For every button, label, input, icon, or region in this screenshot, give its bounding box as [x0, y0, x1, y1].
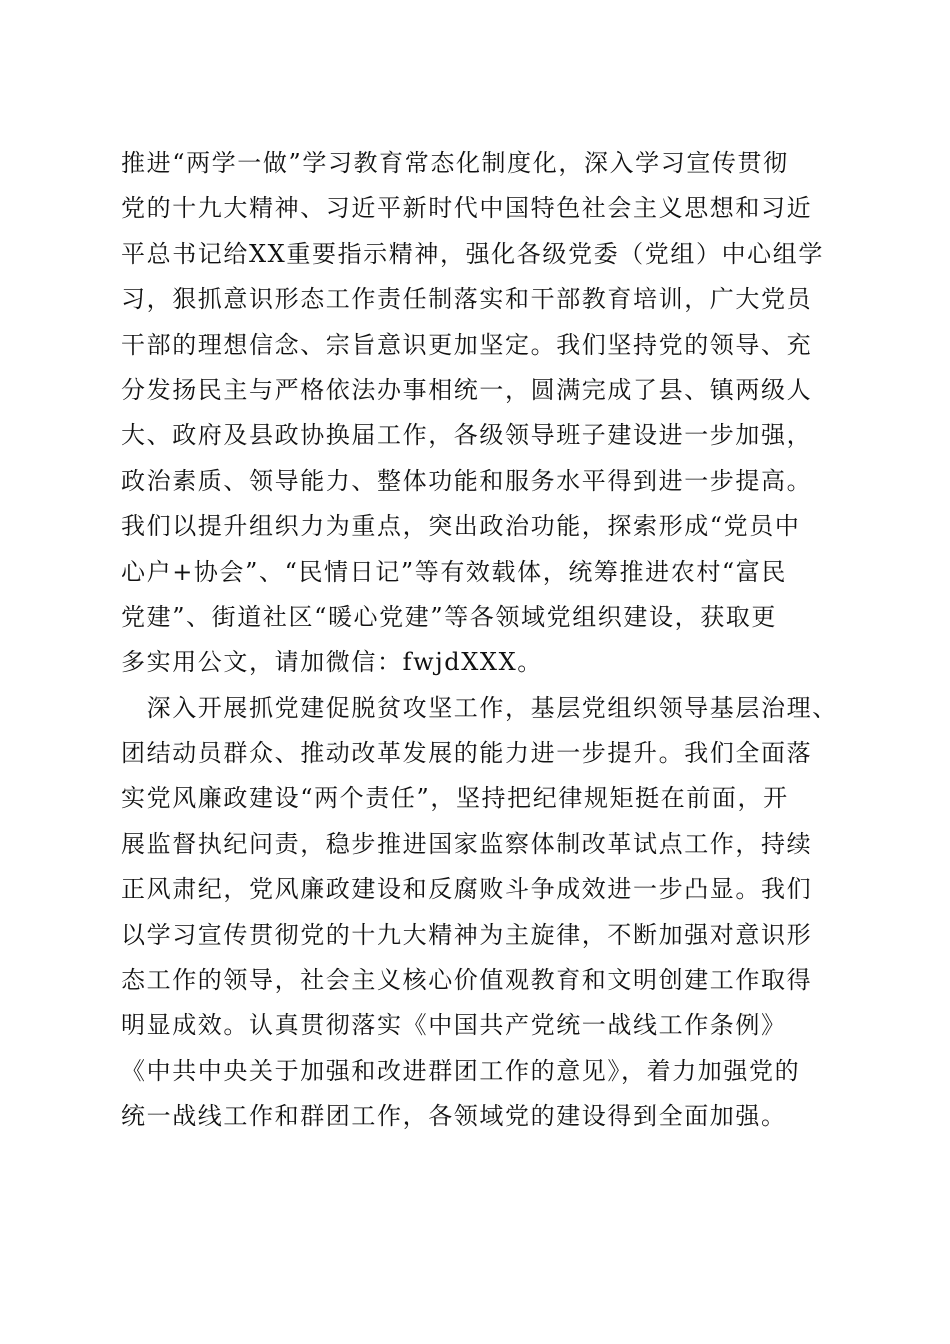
text-line: 实党风廉政建设“两个责任”，坚持把纪律规矩挺在前面，开: [121, 784, 789, 813]
text-line: 平总书记给XX重要指示精神，强化各级党委（党组）中心组学: [121, 239, 824, 268]
text-line: 明显成效。认真贯彻落实《中国共产党统一战线工作条例》: [121, 1011, 787, 1040]
text-line: 习，狠抓意识形态工作责任制落实和干部教育培训，广大党员: [121, 285, 813, 314]
text-line: 政治素质、领导能力、整体功能和服务水平得到进一步提高。: [121, 466, 813, 495]
text-line: 态工作的领导，社会主义核心价值观教育和文明创建工作取得: [121, 966, 813, 995]
text-line: 统一战线工作和群团工作，各领域党的建设得到全面加强。: [121, 1102, 787, 1131]
text-line: 正风肃纪，党风廉政建设和反腐败斗争成效进一步凸显。我们: [121, 875, 813, 904]
text-line: 以学习宣传贯彻党的十九大精神为主旋律，不断加强对意识形: [121, 920, 813, 949]
text-line: 党的十九大精神、习近平新时代中国特色社会主义思想和习近: [121, 194, 813, 223]
text-line: 分发扬民主与严格依法办事相统一，圆满完成了县、镇两级人: [121, 375, 813, 404]
text-line: 展监督执纪问责，稳步推进国家监察体制改革试点工作，持续: [121, 829, 813, 858]
text-line: 心户+协会”、“民情日记”等有效载体，统筹推进农村“富民: [121, 557, 787, 586]
text-line: 《中共中央关于加强和改进群团工作的意见》，着力加强党的: [121, 1056, 801, 1085]
text-line: 党建”、街道社区“暖心党建”等各领域党组织建设，获取更: [121, 602, 778, 631]
text-line: 干部的理想信念、宗旨意识更加坚定。我们坚持党的领导、充: [121, 330, 813, 359]
text-line: 我们以提升组织力为重点，突出政治功能，探索形成“党员中: [121, 512, 801, 541]
text-line: 团结动员群众、推动改革发展的能力进一步提升。我们全面落: [121, 739, 813, 768]
text-line: 多实用公文，请加微信：fwjdXXX。: [121, 648, 543, 677]
text-line: 大、政府及县政协换届工作，各级领导班子建设进一步加强，: [121, 421, 813, 450]
document-body: [121, 141, 841, 1140]
text-line: 推进“两学一做”学习教育常态化制度化，深入学习宣传贯彻: [121, 149, 789, 177]
paragraph-start-line: 深入开展抓党建促脱贫攻坚工作，基层党组织领导基层治理、: [121, 693, 838, 722]
